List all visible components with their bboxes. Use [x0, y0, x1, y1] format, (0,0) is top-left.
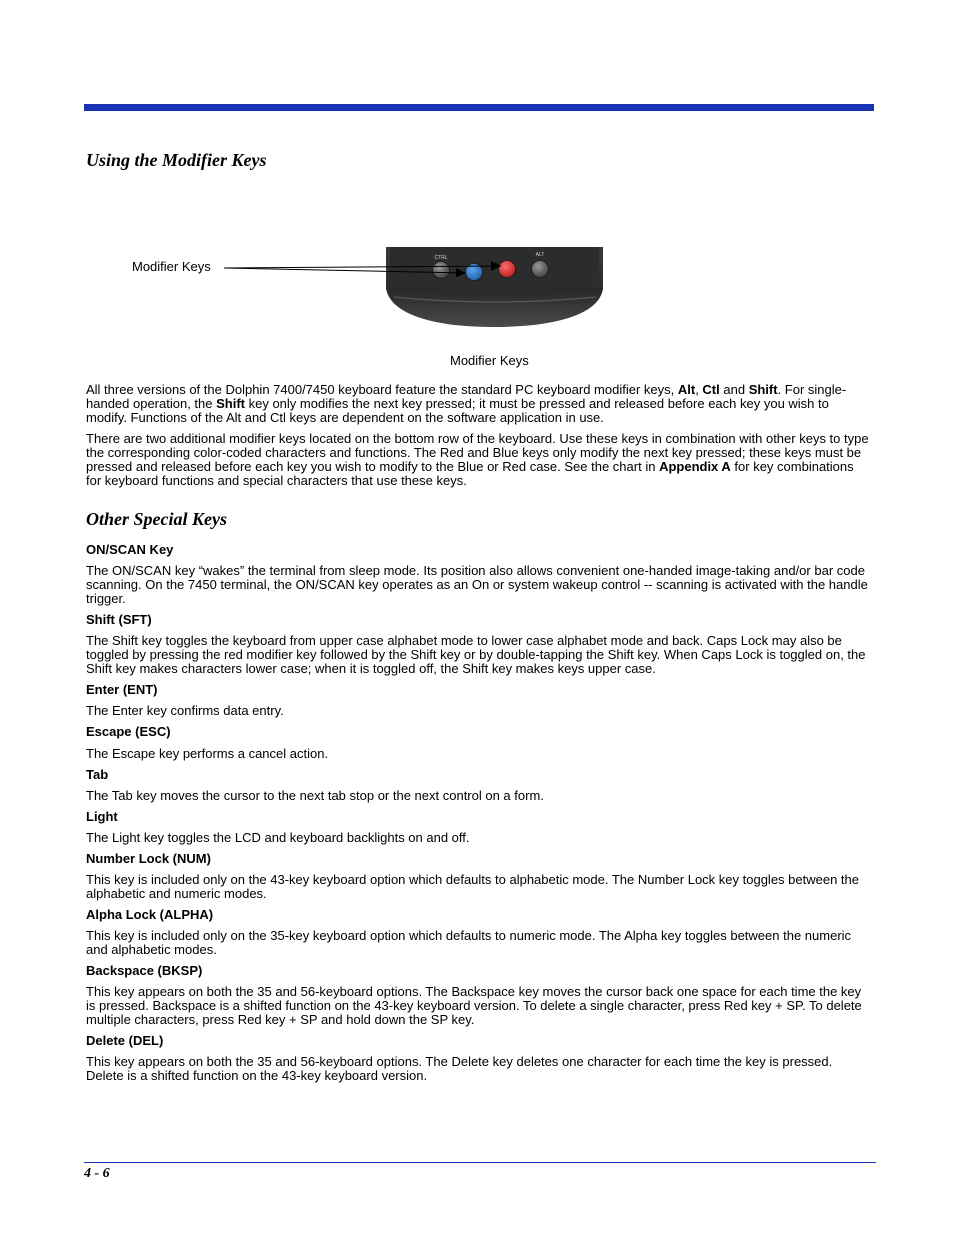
text-number-lock-key: This key is included only on the 43-key keyboard option which defaults to alphabetic mode. The Number Lock key toggles between the alphabetic and numeric modes.: [86, 872, 859, 901]
heading-shift-key: Shift (SFT): [86, 612, 152, 627]
text-on-scan-key: The ON/SCAN key “wakes” the terminal from sleep mode. Its position also allows convenient one-handed image-taking and/or bar code scanning. On the 7450 terminal, the ON/SCAN key operates as an On or system wakeup control -- scanning is activated with the handle trigger.: [86, 563, 868, 606]
modifier-keys-photo: [384, 247, 605, 330]
ctrl-key: [433, 262, 450, 279]
text-tab-key: The Tab key moves the cursor to the next tab stop or the next control on a form.: [86, 788, 544, 803]
figure-caption: Modifier Keys: [450, 353, 529, 368]
heading-alpha-lock-key: Alpha Lock (ALPHA): [86, 907, 214, 922]
heading-escape-key: Escape (ESC): [86, 724, 171, 739]
text-light-key: The Light key toggles the LCD and keyboard backlights on and off.: [86, 830, 470, 845]
heading-on-scan-key: ON/SCAN Key: [86, 542, 174, 557]
text-alpha-lock-key: This key is included only on the 35-key keyboard option which defaults to numeric mode. The Alpha key toggles between the numeric and alphabetic modes.: [86, 928, 852, 957]
page-number: 4 - 6: [84, 1166, 110, 1181]
text-delete-key: This key appears on both the 35 and 56-keyboard options. The Delete key deletes one character for each time the key is pressed. Delete is a shifted function on the 43-key keyboard version.: [86, 1054, 833, 1083]
text-enter-key: The Enter key confirms data entry.: [86, 703, 284, 718]
alt-key: [532, 261, 549, 278]
blue-modifier-key: [466, 264, 483, 281]
paragraph-color-modifiers: There are two additional modifier keys located on the bottom row of the keyboard. Use these keys in combination with other keys to type the corresponding color-coded characters and functions. The Red and Blue keys only modify the next key pressed; these keys must be pressed and released before each key you wish to modify to the Blue or Red case. See the chart in Appendix A for key combinations for keyboard functions and special characters that use these keys.: [86, 431, 869, 488]
paragraph-modifier-intro: All three versions of the Dolphin 7400/7450 keyboard feature the standard PC keyboard modifier keys, Alt, Ctl and Shift. For single-handed operation, the Shift key only modifies the next key pressed; it must be pressed and released before each key you wish to modify. Functions of the Alt and Ctl keys are dependent on the software application in use.: [86, 382, 847, 425]
heading-tab-key: Tab: [86, 767, 109, 782]
red-modifier-key: [499, 261, 516, 278]
heading-number-lock-key: Number Lock (NUM): [86, 851, 211, 866]
heading-backspace-key: Backspace (BKSP): [86, 963, 203, 978]
section-title-modifier-keys: Using the Modifier Keys: [86, 150, 267, 170]
footer-rule: [84, 1162, 876, 1163]
figure-callout-label: Modifier Keys: [132, 259, 211, 274]
text-escape-key: The Escape key performs a cancel action.: [86, 746, 329, 761]
heading-enter-key: Enter (ENT): [86, 682, 158, 697]
heading-delete-key: Delete (DEL): [86, 1033, 164, 1048]
section-title-special-keys: Other Special Keys: [86, 509, 227, 529]
header-rule: [84, 104, 874, 111]
ctrl-key-label: CTRL: [434, 255, 448, 261]
alt-key-label: ALT: [535, 252, 545, 258]
heading-light-key: Light: [86, 809, 118, 824]
text-shift-key: The Shift key toggles the keyboard from upper case alphabet mode to lower case alphabet mode and back. Caps Lock may also be toggled by pressing the red modifier key followed by the Shift key or by double-tapping the Shift key. When Caps Lock is toggled on, the Shift key makes characters lower case; when it is toggled off, the Shift key makes keys upper case.: [86, 633, 866, 676]
text-backspace-key: This key appears on both the 35 and 56-keyboard options. The Backspace key moves the cursor back one space for each time the key is pressed. Backspace is a shifted function on the 43-key keyboard version. To delete a single character, press Red key + SP. To delete multiple characters, press Red key + SP and hold down the SP key.: [86, 984, 862, 1027]
